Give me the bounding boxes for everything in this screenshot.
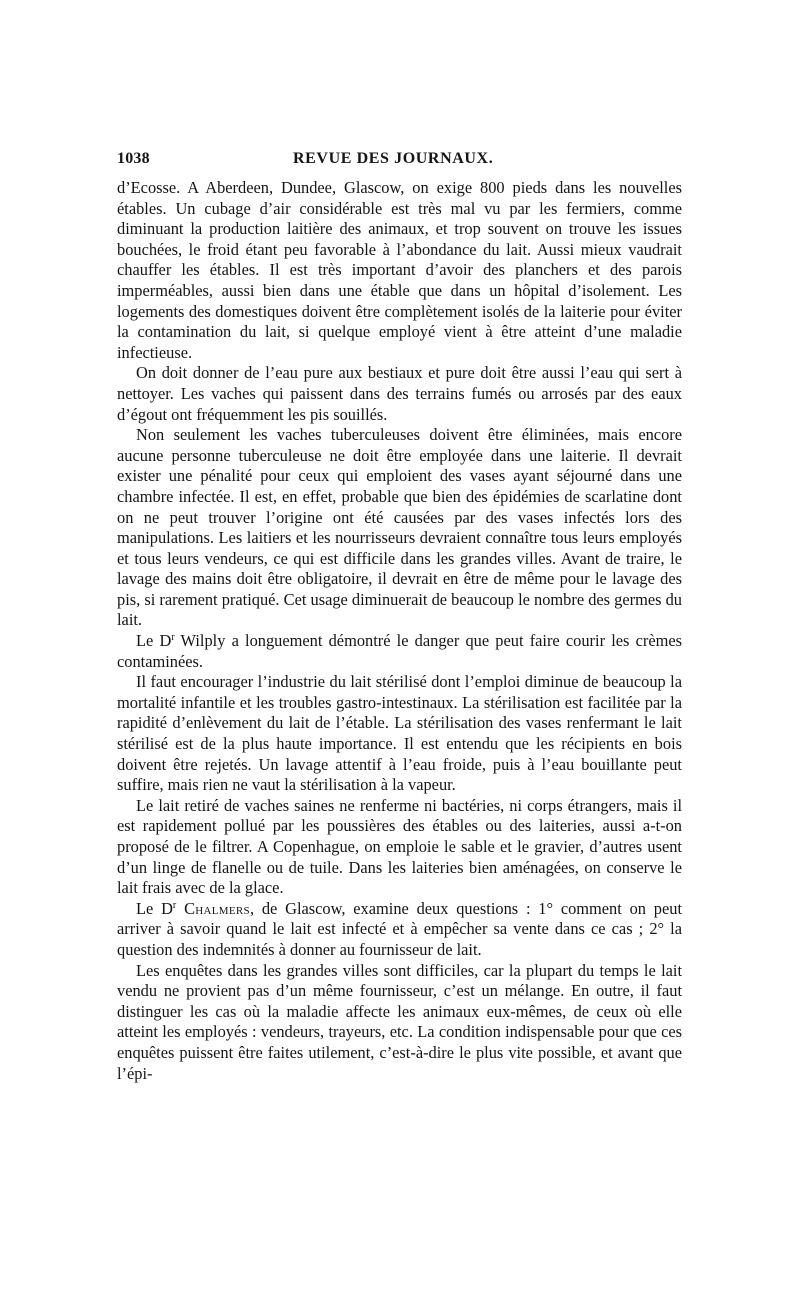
journal-page — [117, 150, 682, 1084]
doctor-abbreviation-superscript: r — [171, 632, 175, 644]
article-body — [117, 178, 682, 1084]
page-number: 1038 — [117, 150, 150, 167]
running-title: REVUE DES JOURNAUX. — [293, 150, 494, 167]
paragraph-1-aberdeen-stables: d’Ecosse. A Aberdeen, Dundee, Glascow, on exige 800 pieds dans les nouvelles étables. Un cubage d’air considérable est très mal vu par les fermiers, comme diminuant la production laitière des animaux, et trop souvent on trouve les issues bouchées, le froid étant peu favorable à l’abondance du lait. Aussi mieux vaudrait chauffer les étables. Il est très important d’avoir des planchers et des parois imperméables, aussi bien dans une étable que dans un hôpital d’isolement. Les logements des domestiques doivent être complètement isolés de la laiterie pour éviter la contamination du lait, si quelque employé vient à être atteint d’une maladie infectieuse. — [117, 178, 682, 362]
paragraph-3-tuberculous-cows: Non seulement les vaches tuberculeuses doivent être éliminées, mais encore aucune personne tuberculeuse ne doit être employée dans une laiterie. Il devrait exister une pénalité pour ceux qui emploient des vases ayant séjourné dans une chambre infectée. Il est, en effet, probable que bien des épidémies de scarlatine dont on ne peut trouver l’origine ont été causées par des vases infectés lors des manipulations. Les laitiers et les nourrisseurs devraient connaître tous leurs employés et tous leurs vendeurs, ce qui est difficile dans les grandes villes. Avant de traire, le lavage des mains doit être obligatoire, il devrait en être de même pour le lavage des pis, si rarement pratiqué. Cet usage diminuerait de beaucoup le nombre des germes du lait. — [117, 425, 682, 630]
page-header — [117, 150, 682, 174]
paragraph-8-city-investigations: Les enquêtes dans les grandes villes sont difficiles, car la plupart du temps le lait vendu ne provient pas d’un même fournisseur, c’est un mélange. En outre, il faut distinguer les cas où la maladie affecte les animaux eux-mêmes, de ceux où elle atteint les employés : vendeurs, trayeurs, etc. La condition indispensable pour que ces enquêtes puissent être faites utilement, c’est-à-dire le plus vite possible, et avant que l’épi- — [117, 960, 682, 1083]
paragraph-2-clean-water: On doit donner de l’eau pure aux bestiaux et pure doit être aussi l’eau qui sert à nettoyer. Les vaches qui paissent dans des terrains fumés ou arrosés par des eaux d’égout ont fréquemment les pis souillés. — [117, 363, 682, 424]
paragraph-6-filtering-milk: Le lait retiré de vaches saines ne renferme ni bactéries, ni corps étrangers, mais il est rapidement pollué par les poussières des étables ou des laiteries, aussi a-t-on proposé de le filtrer. A Copenhague, on emploie le sable et le gravier, d’autres usent d’un linge de flanelle ou de tuile. Dans les laiteries bien aménagées, on conserve le lait frais avec de la glace. — [117, 795, 682, 898]
author-name-chalmers: Chalmers — [184, 898, 250, 918]
paragraph-4-wilply: Le $D^r$ Wilply a longuement démontré le danger que peut faire courir les crèmes contaminées. — [117, 631, 682, 671]
paragraph-7-chalmers: Le $D^r$ Chalmers, de Glascow, examine deux questions : 1° comment on peut arriver à savoir quand le lait est infecté et à empêcher sa vente dans ce cas ; 2° la question des indemnités à donner au fournisseur de lait. — [117, 898, 682, 959]
paragraph-5-sterilized-milk: Il faut encourager l’industrie du lait stérilisé dont l’emploi diminue de beaucoup la mortalité infantile et les troubles gastro-intestinaux. La stérilisation est facilitée par la rapidité d’enlèvement du lait de l’étable. La stérilisation des vases renfermant le lait stérilisé est de la plus haute importance. Il est entendu que les récipients en bois doivent être rejetés. Un lavage attentif à l’eau froide, puis à l’eau bouillante peut suffire, mais rien ne vaut la stérilisation à la vapeur. — [117, 672, 682, 795]
doctor-abbreviation-superscript: r — [172, 899, 177, 911]
